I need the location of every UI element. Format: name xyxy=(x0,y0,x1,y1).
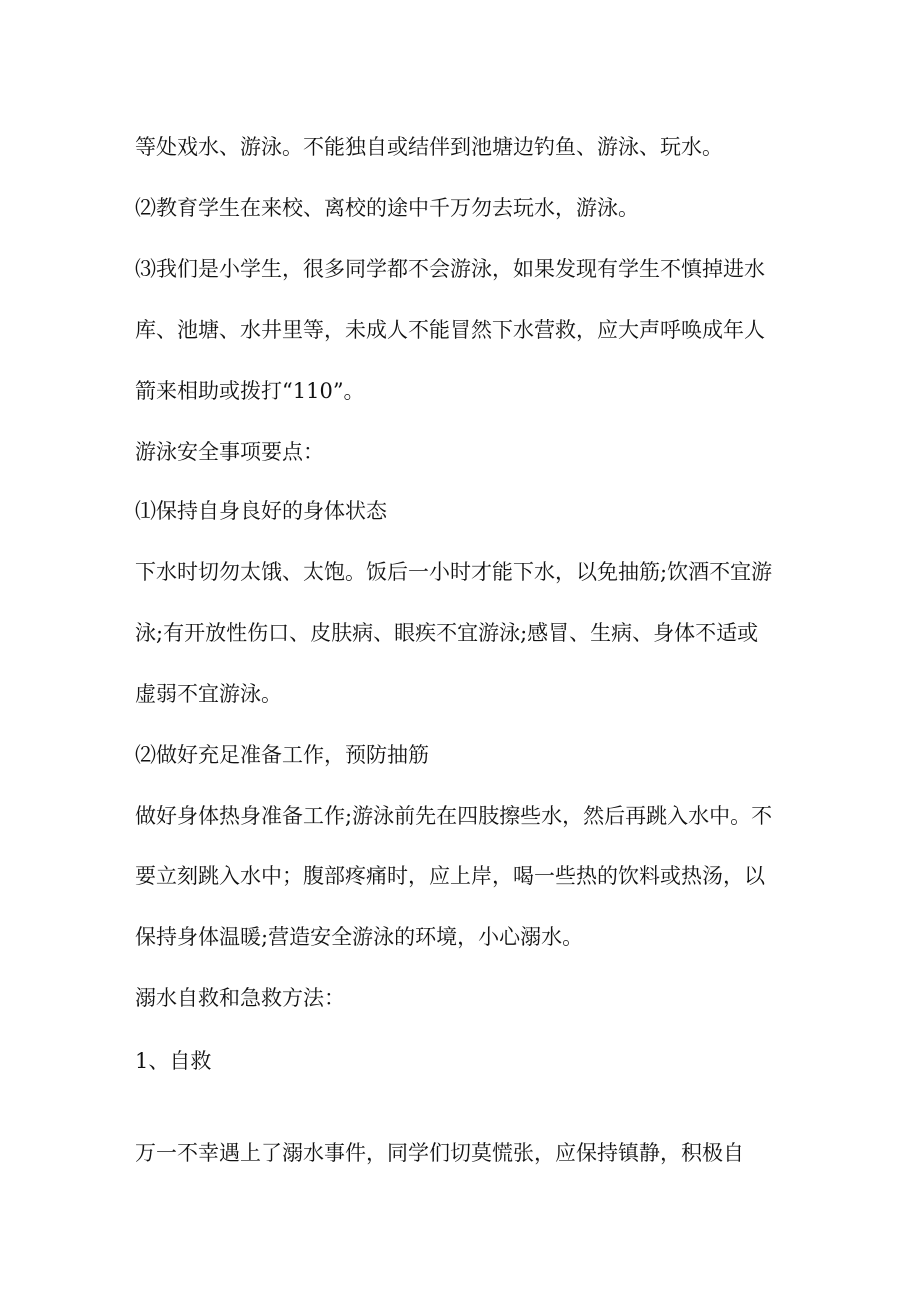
text-line: ⑶我们是小学生，很多同学都不会游泳，如果发现有学生不慎掉进水 xyxy=(135,257,765,281)
text-line: 万一不幸遇上了溺水事件，同学们切莫慌张，应保持镇静，积极自 xyxy=(135,1141,744,1165)
subheading: ⑵做好充足准备工作，预防抽筋 xyxy=(135,743,429,767)
text-line: 保持身体温暖;营造安全游泳的环境，小心溺水。 xyxy=(135,925,584,949)
section-heading: 游泳安全事项要点： xyxy=(135,440,324,464)
text-line: 虚弱不宜游泳。 xyxy=(135,682,282,706)
text-line: 要立刻跳入水中；腹部疼痛时，应上岸，喝一些热的饮料或热汤，以 xyxy=(135,864,765,888)
subheading: 1、自救 xyxy=(135,1049,212,1073)
text-line: 箭来相助或拨打“110”。 xyxy=(135,379,365,403)
text-line: 做好身体热身准备工作;游泳前先在四肢擦些水，然后再跳入水中。不 xyxy=(135,804,773,828)
text-line: 下水时切勿太饿、太饱。饭后一小时才能下水，以免抽筋;饮酒不宜游 xyxy=(135,560,773,584)
text-line: 等处戏水、游泳。不能独自或结伴到池塘边钓鱼、游泳、玩水。 xyxy=(135,135,723,159)
text-line: ⑵教育学生在来校、离校的途中千万勿去玩水，游泳。 xyxy=(135,196,639,220)
section-heading: 溺水自救和急救方法： xyxy=(135,986,345,1010)
subheading: ⑴保持自身良好的身体状态 xyxy=(135,499,387,523)
text-line: 库、池塘、水井里等，未成人不能冒然下水营救，应大声呼唤成年人 xyxy=(135,318,765,342)
text-line: 泳;有开放性伤口、皮肤病、眼疾不宜游泳;感冒、生病、身体不适或 xyxy=(135,621,759,645)
